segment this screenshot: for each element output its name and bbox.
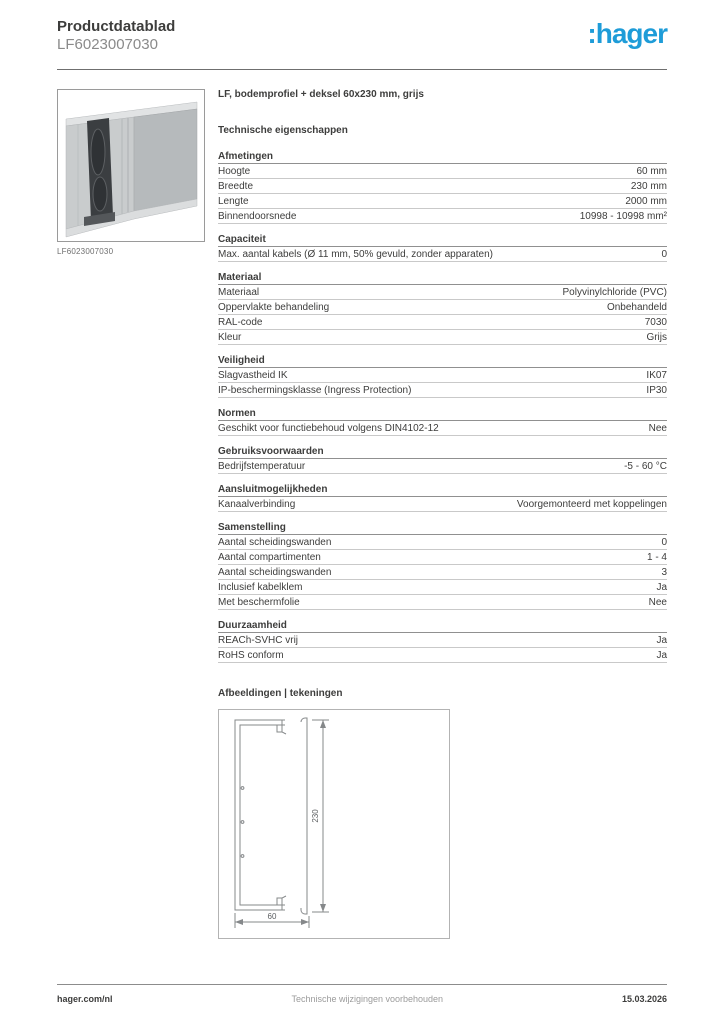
content-area <box>57 89 667 939</box>
spec-value: Ja <box>656 650 667 661</box>
profile-bottom-clip <box>277 896 286 910</box>
arrowhead <box>320 720 326 728</box>
spec-value: 60 mm <box>636 166 667 177</box>
spec-row <box>218 315 667 330</box>
page-footer <box>57 984 667 1004</box>
spec-label: Geschikt voor functiebehoud volgens DIN4102-12 <box>218 423 439 434</box>
spec-row <box>218 383 667 398</box>
spec-section <box>218 409 667 436</box>
spec-label: Max. aantal kabels (Ø 11 mm, 50% gevuld, zonder apparaten) <box>218 249 493 260</box>
mounting-mark <box>241 821 244 824</box>
spec-row <box>218 459 667 474</box>
spec-row <box>218 164 667 179</box>
spec-row <box>218 595 667 610</box>
profile-top-clip <box>277 720 286 734</box>
product-image-frame <box>57 89 205 242</box>
spec-row <box>218 497 667 512</box>
spec-section <box>218 235 667 262</box>
mounting-mark <box>241 787 244 790</box>
page-title: Productdatablad <box>57 18 176 35</box>
spec-label: Breedte <box>218 181 254 192</box>
product-image <box>58 90 204 241</box>
section-title: Materiaal <box>218 273 667 285</box>
spec-value: IP30 <box>646 385 667 396</box>
spec-value: 0 <box>661 537 667 548</box>
spec-label: RAL-code <box>218 317 263 328</box>
section-title: Samenstelling <box>218 523 667 535</box>
spec-section <box>218 152 667 224</box>
spec-row <box>218 550 667 565</box>
section-title: Aansluitmogelijkheden <box>218 485 667 497</box>
spec-value: Nee <box>648 423 667 434</box>
profile-outer-wall <box>235 720 285 910</box>
spec-label: Binnendoorsnede <box>218 211 297 222</box>
spec-row <box>218 535 667 550</box>
header-title-block <box>57 18 175 53</box>
spec-value: Ja <box>656 582 667 593</box>
spec-row <box>218 285 667 300</box>
footer-website-link[interactable]: hager.com/nl <box>57 994 113 1004</box>
drawings-heading: Afbeeldingen | tekeningen <box>218 688 343 699</box>
spec-row <box>218 648 667 663</box>
section-title: Veiligheid <box>218 356 667 368</box>
spec-label: REACh-SVHC vrij <box>218 635 299 646</box>
trunking-cover <box>134 109 197 211</box>
spec-row <box>218 633 667 648</box>
specs-column <box>218 89 667 939</box>
spec-value: -5 - 60 °C <box>624 461 667 472</box>
spec-label: Inclusief kabelklem <box>218 582 303 593</box>
product-name: LF, bodemprofiel + deksel 60x230 mm, grijs <box>218 89 424 100</box>
spec-value: 0 <box>661 249 667 260</box>
arrowhead <box>320 904 326 912</box>
arrowhead <box>235 919 243 925</box>
spec-label: Slagvastheid IK <box>218 370 288 381</box>
spec-row <box>218 580 667 595</box>
spec-value: Onbehandeld <box>606 302 667 313</box>
spec-label: IP-beschermingsklasse (Ingress Protection) <box>218 385 412 396</box>
spec-row <box>218 179 667 194</box>
spec-label: Kanaalverbinding <box>218 499 296 510</box>
spec-label: RoHS conform <box>218 650 284 661</box>
spec-value: IK07 <box>646 370 667 381</box>
mounting-mark <box>241 855 244 858</box>
spec-section <box>218 273 667 345</box>
spec-row <box>218 565 667 580</box>
spec-label: Hoogte <box>218 166 251 177</box>
spec-section <box>218 447 667 474</box>
profile-inner-wall <box>240 725 285 905</box>
spec-label: Materiaal <box>218 287 260 298</box>
arrowhead <box>301 919 309 925</box>
spec-label: Bedrijfstemperatuur <box>218 461 306 472</box>
spec-value: 3 <box>661 567 667 578</box>
spec-row <box>218 247 667 262</box>
spec-row <box>218 421 667 436</box>
specs-heading: Technische eigenschappen <box>218 125 348 136</box>
spec-label: Aantal scheidingswanden <box>218 567 332 578</box>
spec-row <box>218 209 667 224</box>
bracket-cutout <box>91 129 105 175</box>
spec-section <box>218 621 667 663</box>
spec-value: Nee <box>648 597 667 608</box>
spec-label: Kleur <box>218 332 242 343</box>
section-title: Gebruiksvoorwaarden <box>218 447 667 459</box>
spec-row <box>218 330 667 345</box>
spec-value: 1 - 4 <box>646 552 667 563</box>
dimension-width-label: 60 <box>267 912 277 921</box>
page-header <box>57 18 667 70</box>
spec-row <box>218 194 667 209</box>
spec-value: 7030 <box>644 317 667 328</box>
footer-notice: Technische wijzigingen voorbehouden <box>291 994 444 1004</box>
spec-value: Ja <box>656 635 667 646</box>
technical-drawing <box>219 710 449 938</box>
spec-label: Lengte <box>218 196 249 207</box>
spec-label: Aantal compartimenten <box>218 552 321 563</box>
spec-sections <box>218 152 667 663</box>
spec-label: Aantal scheidingswanden <box>218 537 332 548</box>
bracket-cutout <box>93 177 107 211</box>
section-title: Normen <box>218 409 667 421</box>
spec-value: Grijs <box>646 332 667 343</box>
product-image-caption: LF6023007030 <box>57 247 114 256</box>
cover-profile <box>301 718 307 914</box>
spec-label: Met beschermfolie <box>218 597 300 608</box>
spec-row <box>218 300 667 315</box>
spec-value: Voorgemonteerd met koppelingen <box>516 499 667 510</box>
section-title: Duurzaamheid <box>218 621 667 633</box>
section-title: Capaciteit <box>218 235 667 247</box>
spec-value: 230 mm <box>630 181 667 192</box>
technical-drawing-frame <box>218 709 450 939</box>
dimension-height-label: 230 <box>311 809 320 823</box>
spec-section <box>218 356 667 398</box>
spec-label: Oppervlakte behandeling <box>218 302 330 313</box>
product-code: LF6023007030 <box>57 36 158 53</box>
hager-logo: :hager <box>587 18 667 49</box>
spec-row <box>218 368 667 383</box>
image-column <box>57 89 205 939</box>
section-title: Afmetingen <box>218 152 667 164</box>
spec-value: 2000 mm <box>625 196 667 207</box>
spec-value: Polyvinylchloride (PVC) <box>562 287 667 298</box>
footer-date: 15.03.2026 <box>621 994 667 1004</box>
spec-section <box>218 485 667 512</box>
spec-value: 10998 - 10998 mm² <box>579 211 667 222</box>
spec-section <box>218 523 667 610</box>
